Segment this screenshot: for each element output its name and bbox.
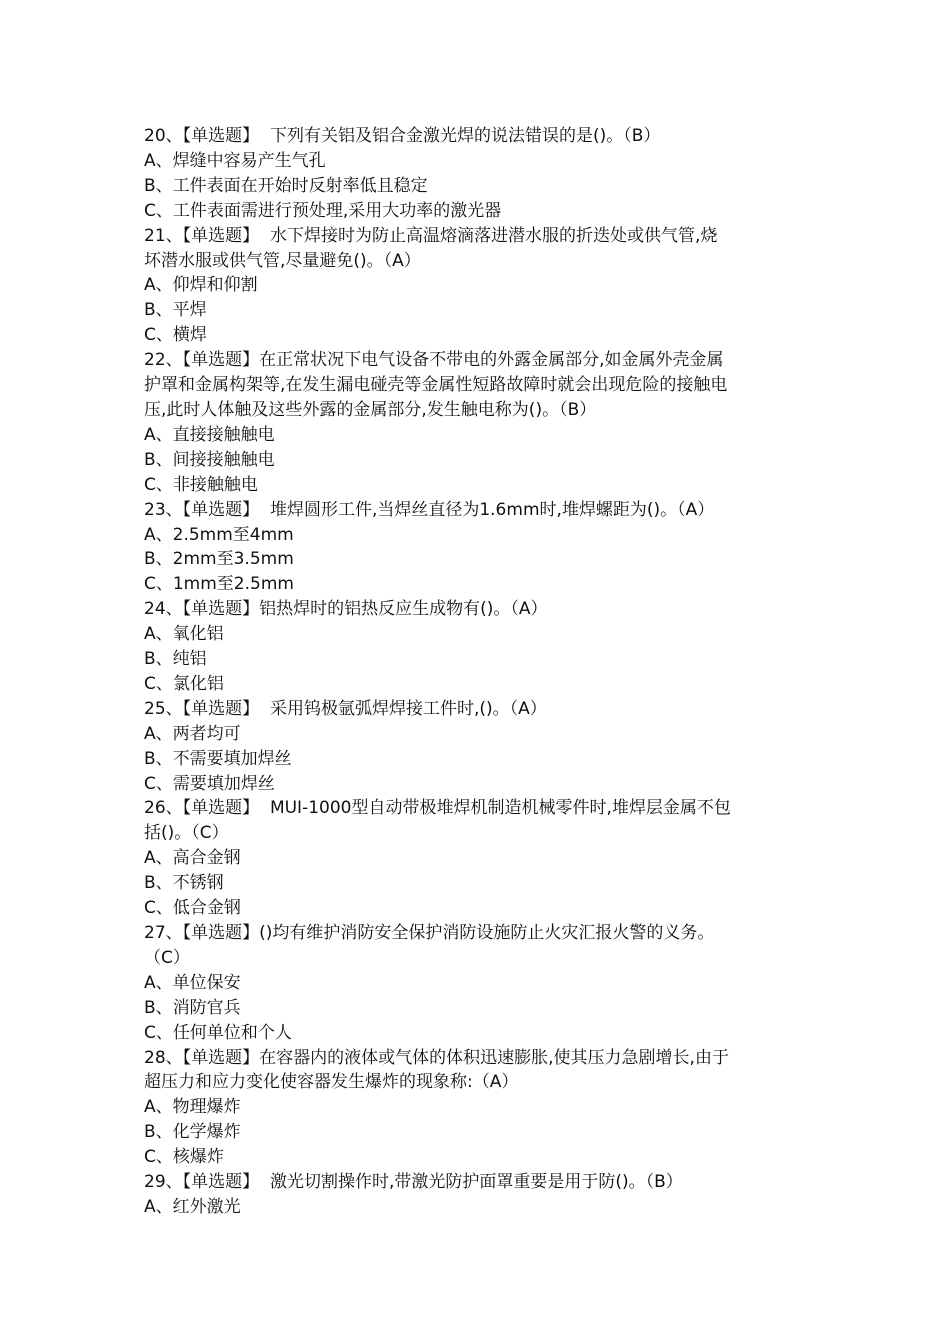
question-text: 括()。（C） (144, 823, 229, 844)
question-text: 压,此时人体触及这些外露的金属部分,发生触电称为()。（B） (144, 399, 597, 420)
question-block (144, 921, 810, 1046)
answer-option: B、2mm至3.5mm (144, 549, 294, 570)
question-text: 26、【单选题】 MUI-1000型自动带极堆焊机制造机械零件时,堆焊层金属不包 (144, 798, 731, 819)
question-text: 20、【单选题】 下列有关铝及铝合金激光焊的说法错误的是()。（B） (144, 126, 661, 146)
question-text: 23、【单选题】 堆焊圆形工件,当焊丝直径为1.6mm时,堆焊螺距为()。（A） (144, 499, 715, 520)
answer-option: C、核爆炸 (144, 1147, 224, 1168)
answer-option: A、高合金钢 (144, 848, 241, 869)
question-text: 坏潜水服或供气管,尽量避免()。（A） (144, 250, 421, 271)
question-block (144, 224, 810, 349)
answer-option: C、1mm至2.5mm (144, 574, 294, 595)
answer-option: A、物理爆炸 (144, 1097, 241, 1118)
question-text: 22、【单选题】在正常状况下电气设备不带电的外露金属部分,如金属外壳金属 (144, 350, 724, 371)
question-block (144, 597, 810, 697)
question-text: 28、【单选题】在容器内的液体或气体的体积迅速膨胀,使其压力急剧增长,由于 (144, 1047, 729, 1068)
answer-option: C、低合金钢 (144, 898, 241, 919)
answer-option: B、不锈钢 (144, 873, 224, 894)
answer-option: C、氯化铝 (144, 673, 224, 694)
question-text: 护罩和金属构架等,在发生漏电碰壳等金属性短路故障时就会出现危险的接触电 (144, 375, 728, 396)
question-text: （C） (144, 947, 190, 968)
answer-option: A、红外激光 (144, 1196, 241, 1217)
question-text: 29、【单选题】 激光切割操作时,带激光防护面罩重要是用于防()。（B） (144, 1172, 683, 1193)
answer-option: B、化学爆炸 (144, 1122, 241, 1143)
answer-option: B、纯铝 (144, 649, 207, 670)
answer-option: C、工件表面需进行预处理,采用大功率的激光器 (144, 200, 502, 221)
answer-option: C、横焊 (144, 325, 207, 346)
answer-option: A、2.5mm至4mm (144, 524, 294, 545)
answer-option: A、两者均可 (144, 723, 241, 744)
question-block (144, 498, 810, 598)
answer-option: A、氧化铝 (144, 624, 224, 645)
answer-option: C、任何单位和个人 (144, 1022, 292, 1043)
answer-option: B、间接接触触电 (144, 449, 275, 470)
question-text: 25、【单选题】 采用钨极氩弧焊焊接工件时,()。（A） (144, 698, 547, 719)
question-text: 超压力和应力变化使容器发生爆炸的现象称:（A） (144, 1072, 519, 1093)
question-text: 27、【单选题】()均有维护消防安全保护消防设施防止火灾汇报火警的义务。 (144, 923, 715, 943)
answer-option: B、工件表面在开始时反射率低且稳定 (144, 175, 428, 196)
answer-option: A、单位保安 (144, 972, 241, 993)
answer-option: A、直接接触触电 (144, 424, 275, 445)
answer-option: A、仰焊和仰割 (144, 275, 258, 296)
question-block (144, 697, 810, 797)
question-block (144, 796, 810, 921)
question-block (144, 1170, 810, 1220)
answer-option: B、平焊 (144, 300, 207, 321)
answer-option: C、非接触触电 (144, 474, 258, 495)
answer-option: B、消防官兵 (144, 997, 241, 1018)
question-text: 21、【单选题】 水下焊接时为防止高温熔滴落进潜水服的折迭处或供气管,烧 (144, 225, 718, 246)
answer-option: A、焊缝中容易产生气孔 (144, 150, 326, 171)
question-block (144, 1046, 810, 1171)
question-list (144, 124, 810, 1220)
answer-option: C、需要填加焊丝 (144, 773, 275, 794)
question-block (144, 124, 810, 224)
question-text: 24、【单选题】铝热焊时的铝热反应生成物有()。（A） (144, 599, 548, 620)
answer-option: B、不需要填加焊丝 (144, 748, 292, 769)
question-block (144, 348, 810, 497)
